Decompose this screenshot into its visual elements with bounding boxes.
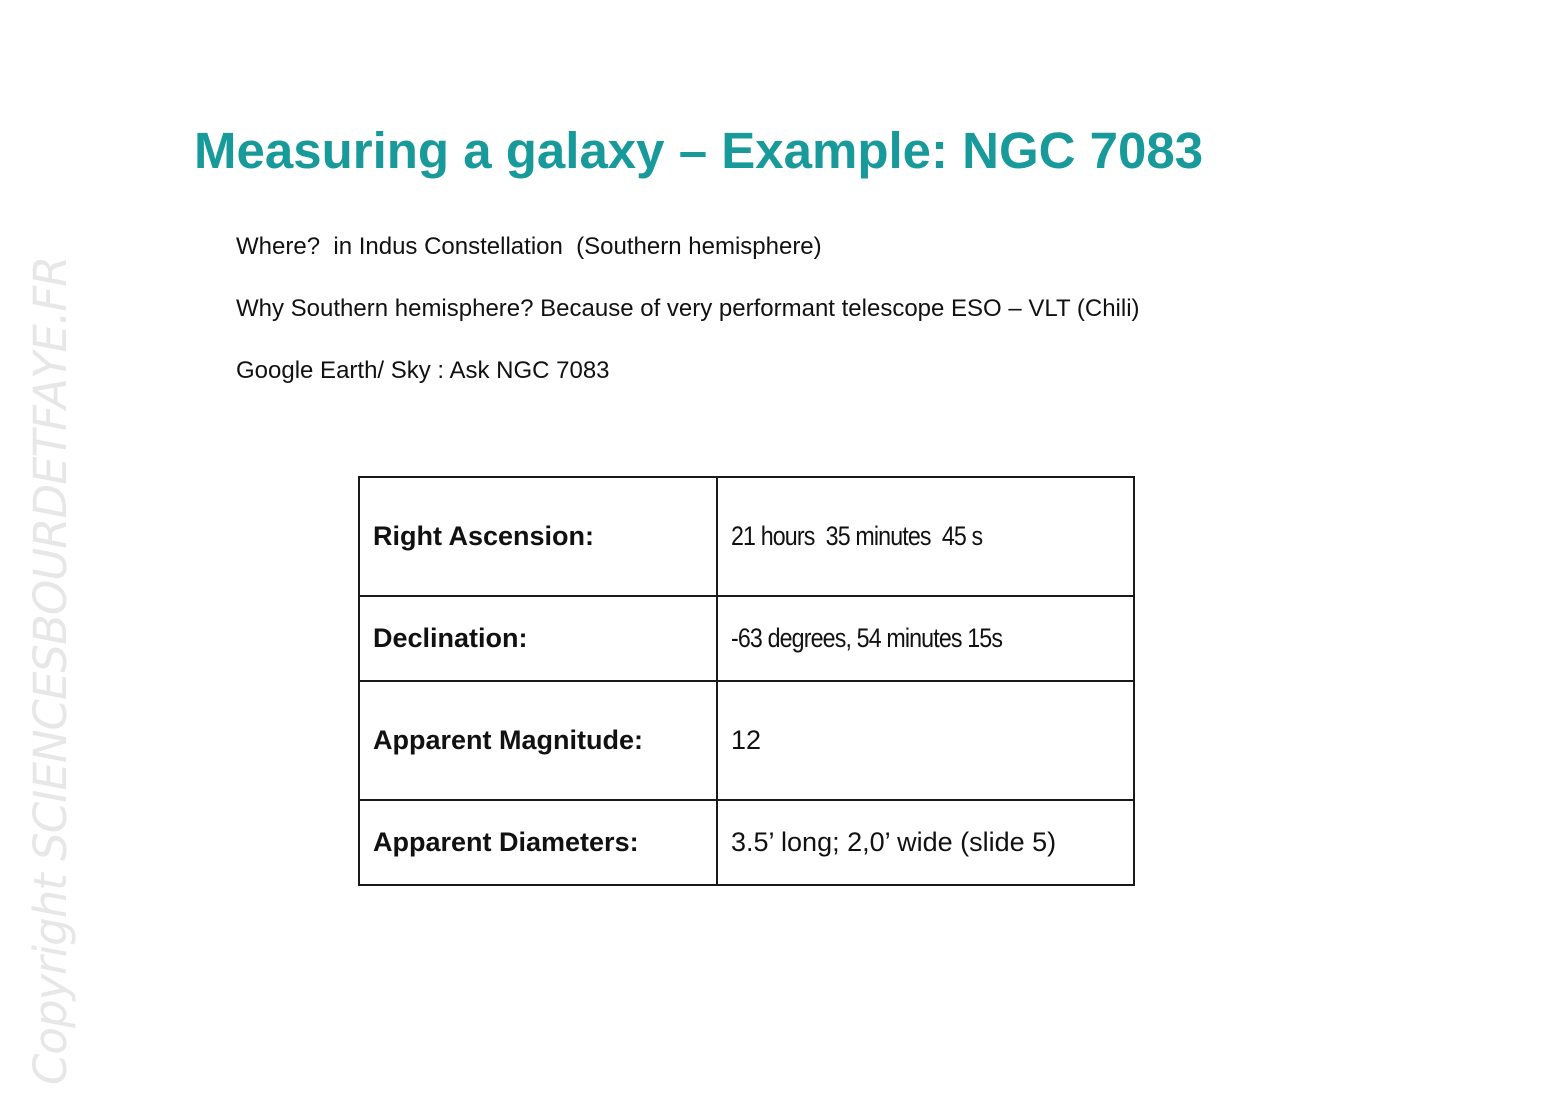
hemisphere-reason-text: Why Southern hemisphere? Because of very performant telescope ESO – VLT (Chili)	[236, 295, 1140, 322]
location-text: Where? in Indus Constellation (Southern hemisphere)	[236, 233, 822, 260]
apparent-magnitude-label: Apparent Magnitude:	[359, 681, 717, 800]
copyright-watermark: Copyright SCIENCESBOURDETFAYE.FR	[24, 256, 77, 1085]
apparent-magnitude-value: 12	[717, 681, 1134, 800]
declination-value	[717, 596, 1134, 681]
right-ascension-value-text: 21 hours 35 minutes 45 s	[731, 521, 983, 551]
google-sky-text: Google Earth/ Sky : Ask NGC 7083	[236, 357, 610, 384]
declination-value-text: -63 degrees, 54 minutes 15s	[731, 623, 1003, 653]
table-row	[359, 800, 1134, 885]
galaxy-facts-table	[358, 476, 1135, 886]
slide-title: Measuring a galaxy – Example: NGC 7083	[194, 122, 1204, 179]
apparent-diameters-value: 3.5’ long; 2,0’ wide (slide 5)	[717, 800, 1134, 885]
table-row	[359, 477, 1134, 596]
right-ascension-label: Right Ascension:	[359, 477, 717, 596]
table-row	[359, 681, 1134, 800]
apparent-diameters-label: Apparent Diameters:	[359, 800, 717, 885]
table-row	[359, 596, 1134, 681]
right-ascension-value	[717, 477, 1134, 596]
declination-label: Declination:	[359, 596, 717, 681]
